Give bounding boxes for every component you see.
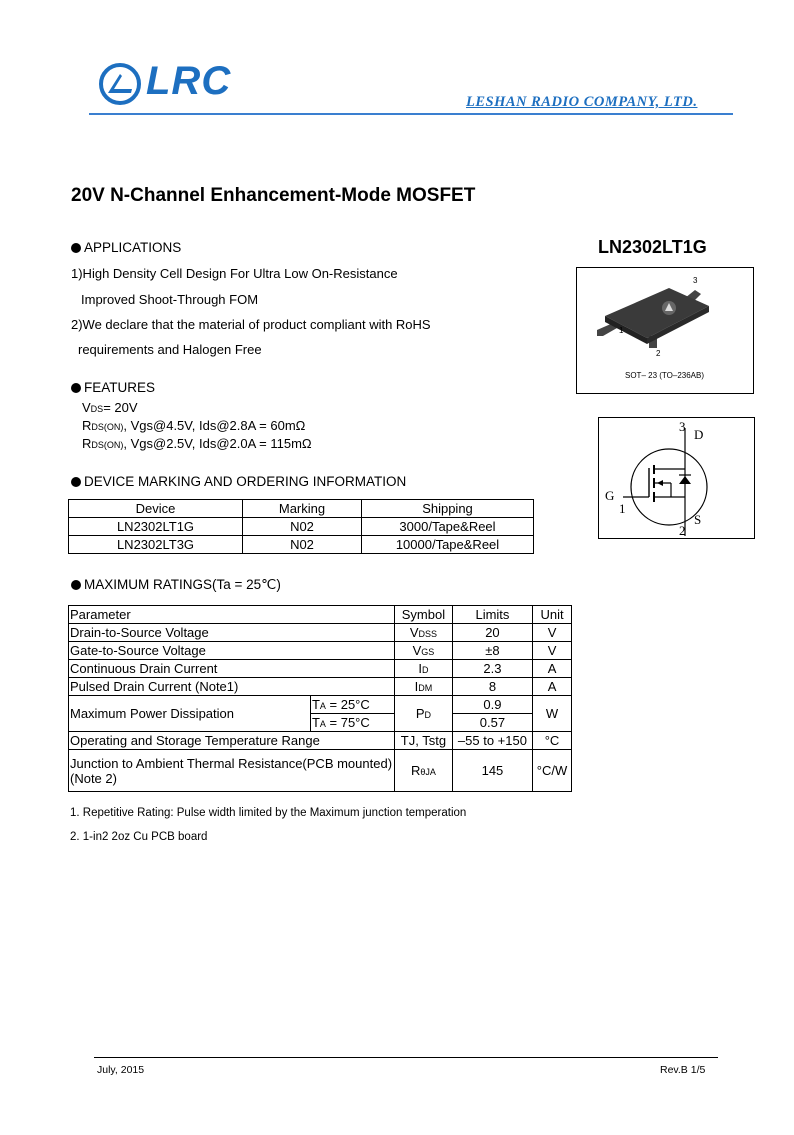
source-label: S <box>694 512 702 527</box>
drain-pin-number: 3 <box>679 419 686 434</box>
cell <box>395 624 453 642</box>
sym-sub: θJA <box>420 767 436 777</box>
sym: I <box>418 661 422 676</box>
cell: Drain-to-Source Voltage <box>69 624 395 642</box>
footer-revision: Rev.B 1/5 <box>660 1064 706 1076</box>
col-limits: Limits <box>452 606 532 624</box>
vds-symbol: V <box>82 400 91 415</box>
cond-sub: A <box>319 701 326 711</box>
cell: ±8 <box>452 642 532 660</box>
rds1-text: , Vgs@4.5V, Ids@2.8A = 60mΩ <box>123 418 306 433</box>
cell: 8 <box>452 678 532 696</box>
cond: T <box>311 715 320 730</box>
feature-vds <box>82 400 138 415</box>
app-line-3: 2)We declare that the material of product compliant with RoHS <box>71 317 431 332</box>
note-1: 1. Repetitive Rating: Pulse width limited by the Maximum junction temperation <box>70 807 467 819</box>
cell: V <box>533 624 572 642</box>
ordering-heading <box>71 474 406 489</box>
sym-sub: D <box>421 665 429 675</box>
col-symbol: Symbol <box>395 606 453 624</box>
cell: 145 <box>452 750 532 792</box>
col-device: Device <box>69 500 243 518</box>
app-line-4: requirements and Halogen Free <box>78 342 262 357</box>
cell: Continuous Drain Current <box>69 660 395 678</box>
feature-rds2 <box>82 436 312 451</box>
footer-rule <box>94 1057 718 1058</box>
ordering-table <box>68 499 534 554</box>
table-row <box>69 642 572 660</box>
gate-pin-number: 1 <box>619 501 626 516</box>
note-2: 2. 1-in2 2oz Cu PCB board <box>70 831 208 843</box>
cell: 0.57 <box>452 714 532 732</box>
cell <box>395 696 453 732</box>
table-header-row <box>69 500 534 518</box>
col-parameter: Parameter <box>69 606 395 624</box>
package-box <box>576 267 754 394</box>
rds2-text: , Vgs@2.5V, Ids@2.0A = 115mΩ <box>123 436 312 451</box>
lrc-logo <box>98 59 238 110</box>
mosfet-symbol-box <box>598 417 755 539</box>
header-rule <box>89 113 733 115</box>
cell <box>395 660 453 678</box>
ratings-heading-text: MAXIMUM RATINGS(Ta = 25℃) <box>84 577 281 592</box>
drain-label: D <box>694 427 704 442</box>
table-row <box>69 678 572 696</box>
logo-text: LRC <box>146 59 232 103</box>
sym: V <box>409 625 419 640</box>
col-shipping: Shipping <box>362 500 534 518</box>
table-row <box>69 660 572 678</box>
cell: N02 <box>243 518 362 536</box>
package-label: SOT– 23 (TO–236AB) <box>625 371 704 380</box>
footer-date: July, 2015 <box>97 1064 145 1076</box>
features-heading <box>71 380 155 395</box>
cell: 2.3 <box>452 660 532 678</box>
cond-val: = 75°C <box>325 715 370 730</box>
app-line-1: 1)High Density Cell Design For Ultra Low On-Resistance <box>71 266 398 281</box>
features-heading-text: FEATURES <box>84 380 156 395</box>
bullet-icon <box>71 580 81 590</box>
cell: W <box>533 696 572 732</box>
pin-2-label: 2 <box>656 349 661 358</box>
cell <box>310 714 394 732</box>
ordering-heading-text: DEVICE MARKING AND ORDERING INFORMATION <box>84 474 407 489</box>
cell <box>310 696 394 714</box>
table-row <box>69 750 572 792</box>
cond: T <box>311 697 320 712</box>
bullet-icon <box>71 243 81 253</box>
cell: Pulsed Drain Current (Note1) <box>69 678 395 696</box>
table-header-row <box>69 606 572 624</box>
cell: 20 <box>452 624 532 642</box>
col-marking: Marking <box>243 500 362 518</box>
cell: 10000/Tape&Reel <box>362 536 534 554</box>
cell: A <box>533 660 572 678</box>
sym: R <box>410 763 421 778</box>
mosfet-symbol-icon <box>599 418 754 538</box>
cell: °C <box>533 732 572 750</box>
cell: Junction to Ambient Thermal Resistance(PCB mounted)(Note 2) <box>69 750 395 792</box>
cond-val: = 25°C <box>325 697 370 712</box>
pin-3-label: 3 <box>693 276 698 285</box>
cell: TJ, Tstg <box>395 732 453 750</box>
cell <box>395 678 453 696</box>
sym-sub: D <box>424 710 432 720</box>
cell: Maximum Power Dissipation <box>69 696 311 732</box>
vds-text: = 20V <box>103 400 138 415</box>
bullet-icon <box>71 383 81 393</box>
sym-sub: GS <box>421 647 435 657</box>
table-row <box>69 518 534 536</box>
table-row <box>69 536 534 554</box>
page-title: 20V N-Channel Enhancement-Mode MOSFET <box>71 185 476 206</box>
sym-sub: DM <box>418 683 433 693</box>
cell: °C/W <box>533 750 572 792</box>
cell: 3000/Tape&Reel <box>362 518 534 536</box>
rds2-sub: DS(ON) <box>91 440 124 450</box>
lrc-logo-icon <box>98 62 146 110</box>
feature-rds1 <box>82 418 305 433</box>
cell <box>395 642 453 660</box>
vds-sub: DS <box>90 404 104 414</box>
cell: V <box>533 642 572 660</box>
ratings-heading <box>71 577 281 593</box>
rds2-symbol: R <box>82 436 92 451</box>
cell: Operating and Storage Temperature Range <box>69 732 395 750</box>
company-name: LESHAN RADIO COMPANY, LTD. <box>466 94 698 110</box>
source-pin-number: 2 <box>679 523 686 538</box>
col-unit: Unit <box>533 606 572 624</box>
ratings-table <box>68 605 572 792</box>
sym: P <box>415 706 425 721</box>
rds1-symbol: R <box>82 418 92 433</box>
bullet-icon <box>71 477 81 487</box>
table-row <box>69 624 572 642</box>
applications-heading-text: APPLICATIONS <box>84 240 182 255</box>
cond-sub: A <box>319 719 326 729</box>
cell <box>395 750 453 792</box>
sym: V <box>412 643 422 658</box>
rds1-sub: DS(ON) <box>91 422 124 432</box>
sym-sub: DSS <box>418 629 438 639</box>
table-row <box>69 696 572 714</box>
pin-1-label: 1 <box>619 326 624 335</box>
cell: –55 to +150 <box>452 732 532 750</box>
sym: I <box>414 679 419 694</box>
part-number: LN2302LT1G <box>598 237 707 257</box>
app-line-2: Improved Shoot-Through FOM <box>81 292 259 307</box>
cell: 0.9 <box>452 696 532 714</box>
gate-label: G <box>605 488 615 503</box>
cell: Gate-to-Source Voltage <box>69 642 395 660</box>
table-row <box>69 732 572 750</box>
cell: A <box>533 678 572 696</box>
applications-heading <box>71 240 181 255</box>
cell: N02 <box>243 536 362 554</box>
cell: LN2302LT3G <box>69 536 243 554</box>
cell: LN2302LT1G <box>69 518 243 536</box>
